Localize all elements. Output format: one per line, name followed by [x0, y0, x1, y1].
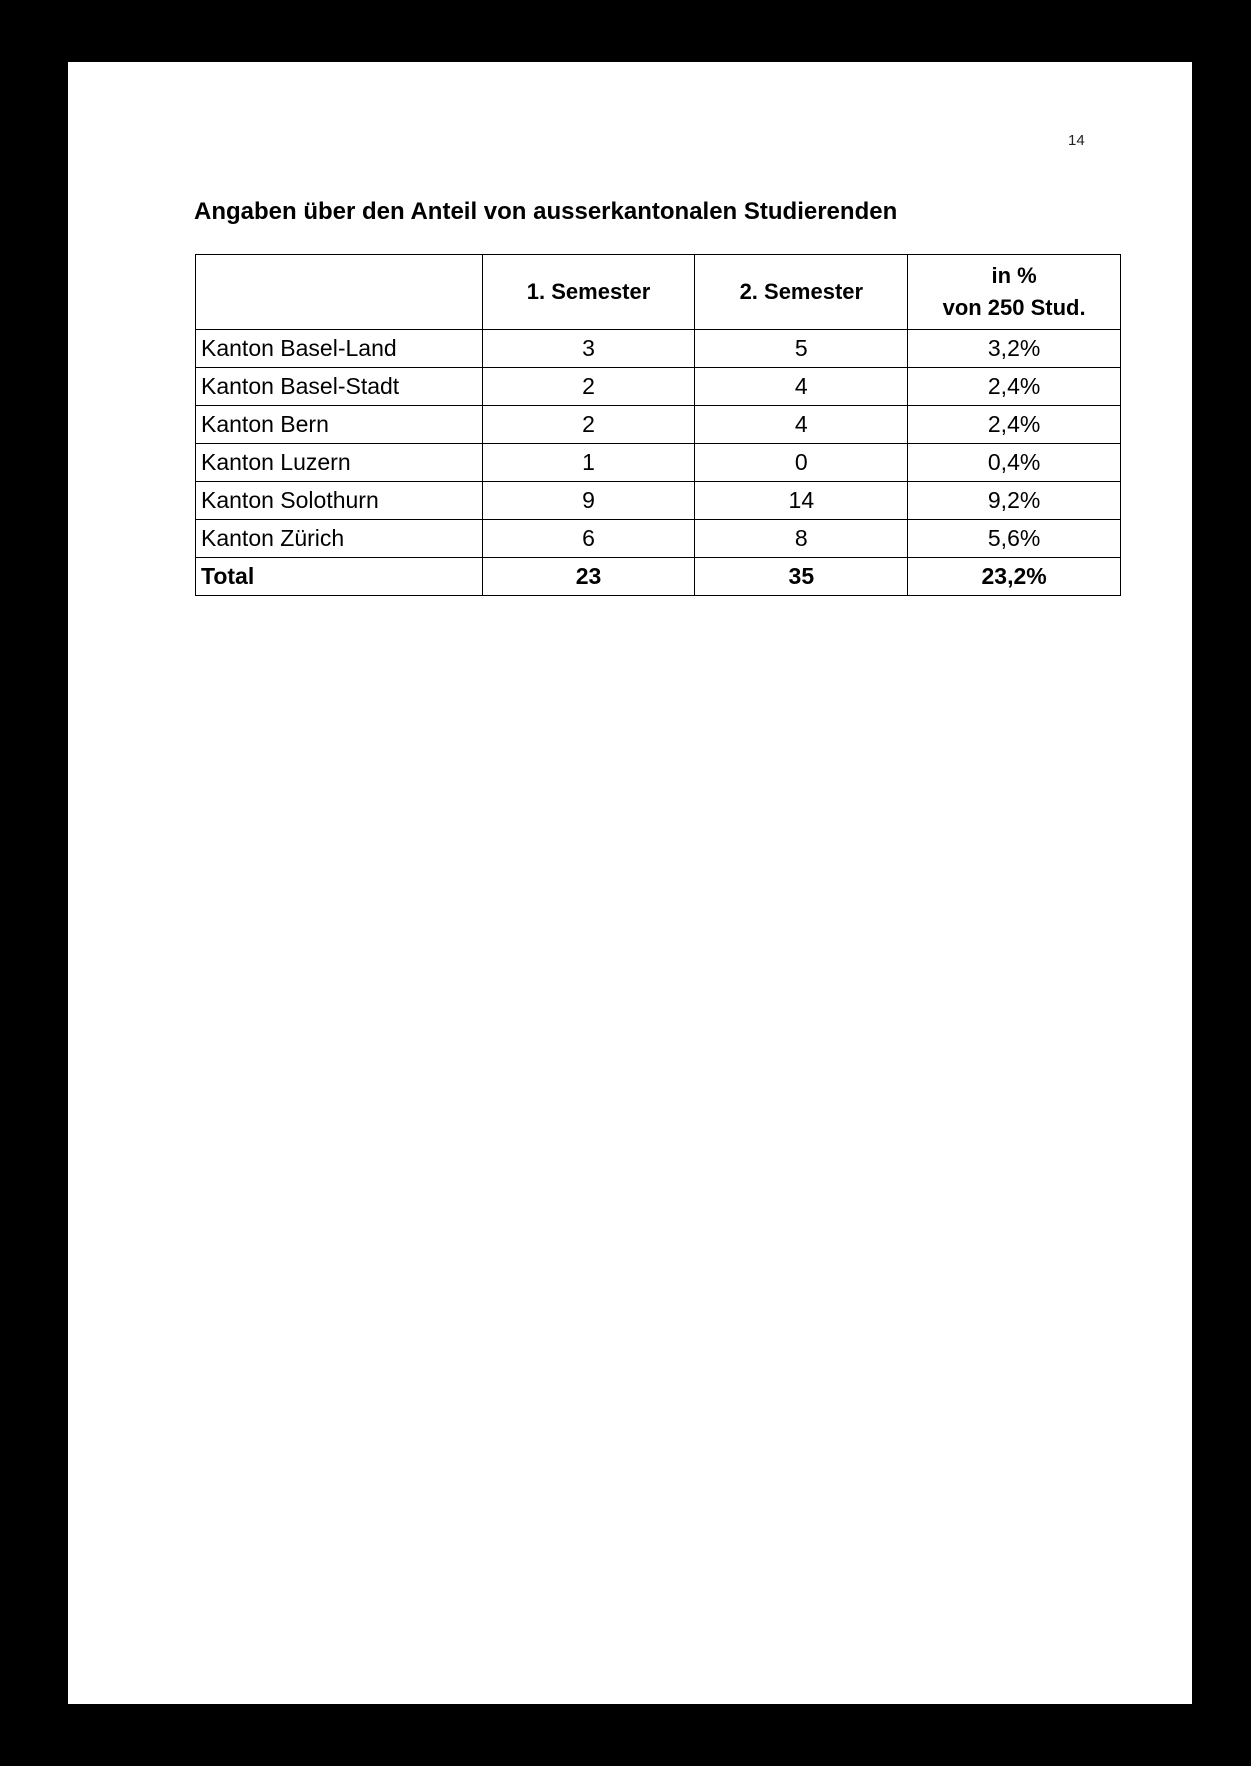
students-table: [195, 254, 1121, 596]
row-kanton: Kanton Solothurn: [196, 482, 483, 520]
row-kanton: Kanton Basel-Stadt: [196, 368, 483, 406]
page-number: 14: [1068, 132, 1085, 149]
row-semester-1: 2: [482, 368, 695, 406]
header-percent-line2: von 250 Stud.: [942, 295, 1086, 320]
header-percent: [908, 255, 1121, 330]
row-semester-2: 0: [695, 444, 908, 482]
row-kanton: Kanton Zürich: [196, 520, 483, 558]
row-semester-2: 14: [695, 482, 908, 520]
header-empty: [196, 255, 483, 330]
row-percent: 3,2%: [908, 330, 1121, 368]
table-header-row: [196, 255, 1121, 330]
table-row: [196, 444, 1121, 482]
row-semester-1: 3: [482, 330, 695, 368]
total-percent: 23,2%: [908, 558, 1121, 596]
header-percent-line1: in %: [991, 263, 1037, 288]
table-row: [196, 482, 1121, 520]
row-kanton: Kanton Bern: [196, 406, 483, 444]
table-row: [196, 330, 1121, 368]
row-semester-2: 5: [695, 330, 908, 368]
row-kanton: Kanton Luzern: [196, 444, 483, 482]
row-semester-1: 2: [482, 406, 695, 444]
header-semester-1: 1. Semester: [482, 255, 695, 330]
row-percent: 2,4%: [908, 406, 1121, 444]
header-semester-2: 2. Semester: [695, 255, 908, 330]
table-row: [196, 368, 1121, 406]
row-kanton: Kanton Basel-Land: [196, 330, 483, 368]
row-semester-1: 9: [482, 482, 695, 520]
row-percent: 9,2%: [908, 482, 1121, 520]
total-semester-2: 35: [695, 558, 908, 596]
document-page: [68, 62, 1192, 1704]
total-semester-1: 23: [482, 558, 695, 596]
table-row: [196, 406, 1121, 444]
row-percent: 5,6%: [908, 520, 1121, 558]
row-percent: 2,4%: [908, 368, 1121, 406]
row-percent: 0,4%: [908, 444, 1121, 482]
row-semester-2: 8: [695, 520, 908, 558]
row-semester-2: 4: [695, 406, 908, 444]
row-semester-1: 6: [482, 520, 695, 558]
table-total-row: [196, 558, 1121, 596]
row-semester-2: 4: [695, 368, 908, 406]
page-title: Angaben über den Anteil von ausserkantonalen Studierenden: [194, 198, 898, 225]
total-label: Total: [196, 558, 483, 596]
table-row: [196, 520, 1121, 558]
row-semester-1: 1: [482, 444, 695, 482]
